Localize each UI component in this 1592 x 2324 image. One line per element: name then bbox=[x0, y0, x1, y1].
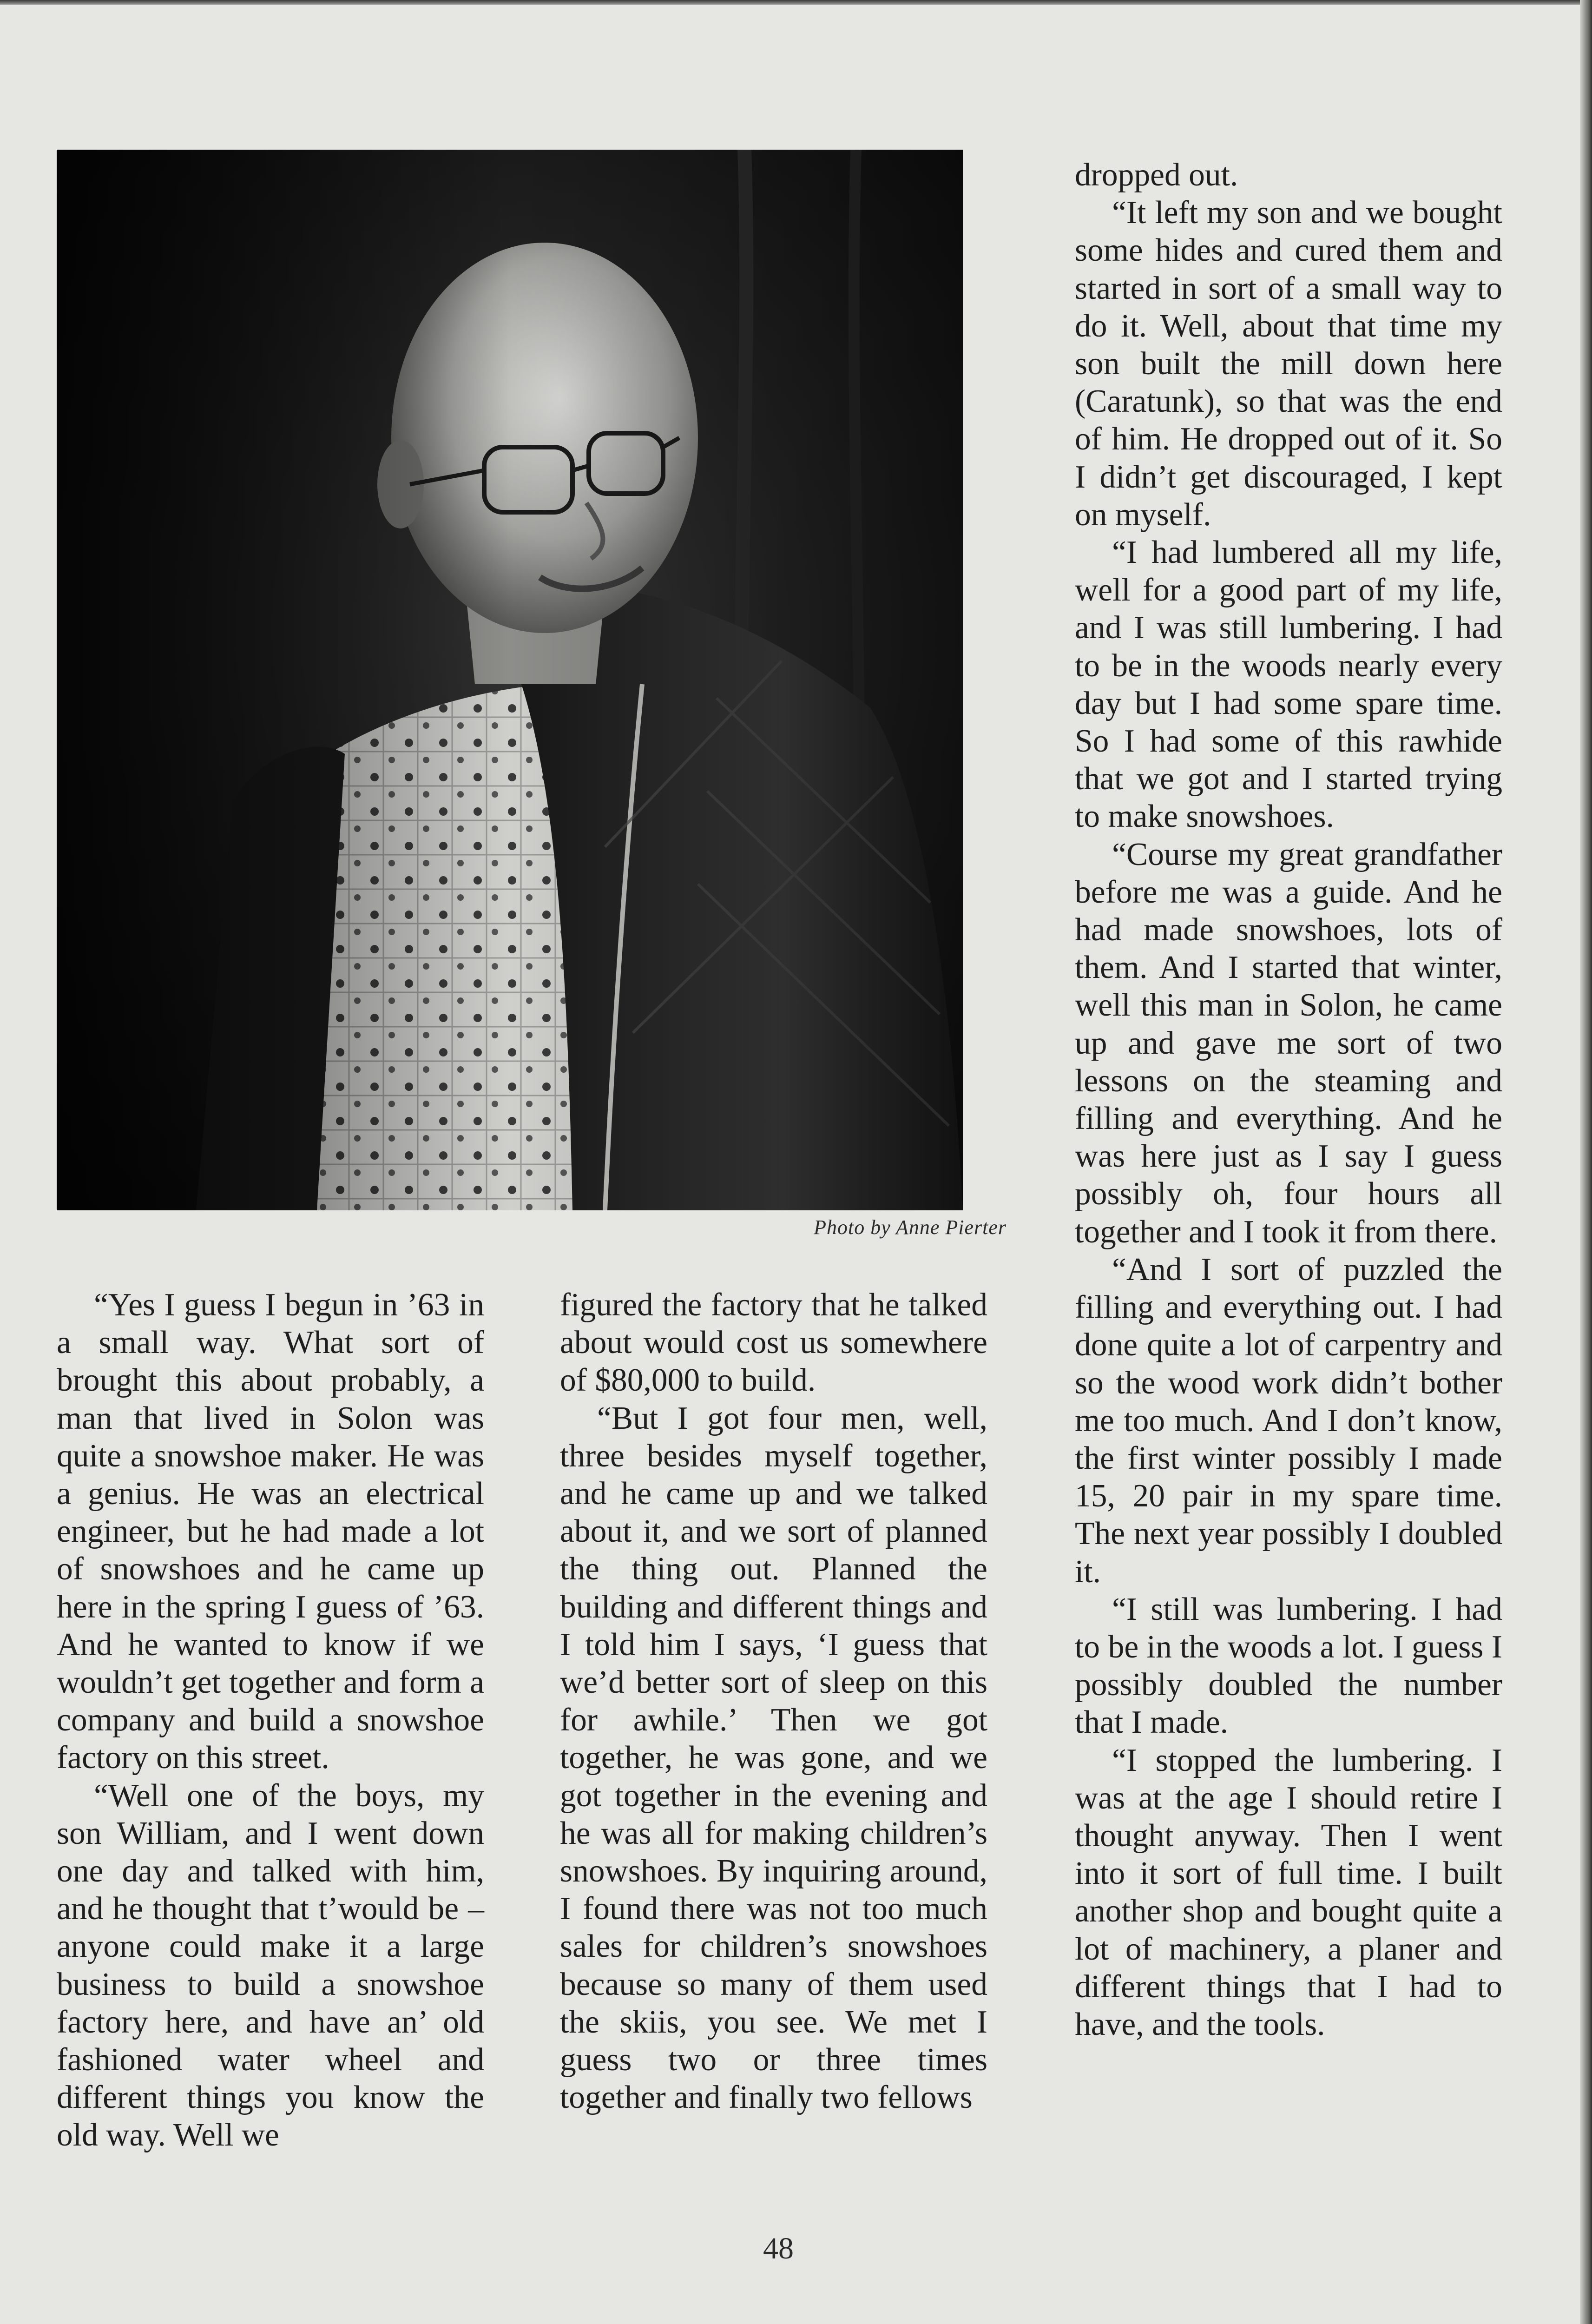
article-column-1 bbox=[57, 1286, 484, 2154]
portrait-photo-image bbox=[57, 150, 963, 1210]
page-top-edge bbox=[0, 0, 1592, 5]
article-paragraph: “I stopped the lumbering. I was at the age I should retire I thought anyway. Then I went into it sort of full time. I built another shop and bought quite a lot of machinery, a planer and different things that I had to have, and the tools. bbox=[1075, 1742, 1502, 2042]
portrait-photo bbox=[57, 150, 963, 1210]
article-column-2 bbox=[560, 1286, 987, 2116]
article-paragraph: figured the factory that he talked about would cost us somewhere of $80,000 to build. bbox=[560, 1287, 987, 1399]
photo-credit: Photo by Anne Pierter bbox=[814, 1216, 1007, 1239]
page-number: 48 bbox=[763, 2232, 794, 2265]
article-column-3 bbox=[1075, 156, 1502, 2043]
article-paragraph: “I had lumbered all my life, well for a good part of my life, and I was still lumbering. I had to be in the woods nearly every day but I had some spare time. So I had some of this rawhide that we got and I started trying to make snowshoes. bbox=[1075, 535, 1502, 835]
article-paragraph: “And I sort of puzzled the filling and everything out. I had done quite a lot of carpentry and so the wood work didn’t bother me too much. And I don’t know, the first winter possibly I made 15, 20 pair in my spare time. The next year possibly I doubled it. bbox=[1075, 1251, 1502, 1590]
article-paragraph: “I still was lumbering. I had to be in the woods a lot. I guess I possibly doubled the number that I made. bbox=[1075, 1591, 1502, 1741]
page-binding-edge bbox=[1580, 0, 1592, 2324]
article-paragraph: “Well one of the boys, my son William, and I went down one day and talked with him, and he thought that t’would be – anyone could make it a large business to build a snowshoe factory here, and have an’ old fashioned water wheel and different things you know the old way. Well we bbox=[57, 1777, 484, 2153]
article-paragraph: “It left my son and we bought some hides and cured them and started in sort of a small way to do it. Well, about that time my son built the mill down here (Caratunk), so that was the end of him. He dropped out of it. So I didn’t get discouraged, I kept on myself. bbox=[1075, 195, 1502, 533]
article-paragraph: “But I got four men, well, three besides myself together, and he came up and we talked about it, and we sort of planned the thing out. Planned the building and different things and I told him I says, ‘I guess that we’d better sort of sleep on this for awhile.’ Then we got together, he was gone, and we got together in the evening and he was all for making children’s snowshoes. By inquiring around, I found there was not too much sales for children’s snowshoes because so many of them used the skiis, you see. We met I guess two or three times together and finally two fellows bbox=[560, 1400, 987, 2116]
article-paragraph: “Course my great grandfather before me was a guide. And he had made snowshoes, lots of them. And I started that winter, well this man in Solon, he came up and gave me sort of two lessons on the steaming and filling and everything. And he was here just as I say I guess possibly oh, four hours all together and I took it from there. bbox=[1075, 836, 1502, 1250]
article-paragraph: “Yes I guess I begun in ’63 in a small way. What sort of brought this about probably, a man that lived in Solon was quite a snowshoe maker. He was a genius. He was an electrical engineer, but he had made a lot of snowshoes and he came up here in the spring I guess of ’63. And he wanted to know if we wouldn’t get together and form a company and build a snowshoe factory on this street. bbox=[57, 1287, 484, 1776]
article-paragraph: dropped out. bbox=[1075, 157, 1238, 193]
